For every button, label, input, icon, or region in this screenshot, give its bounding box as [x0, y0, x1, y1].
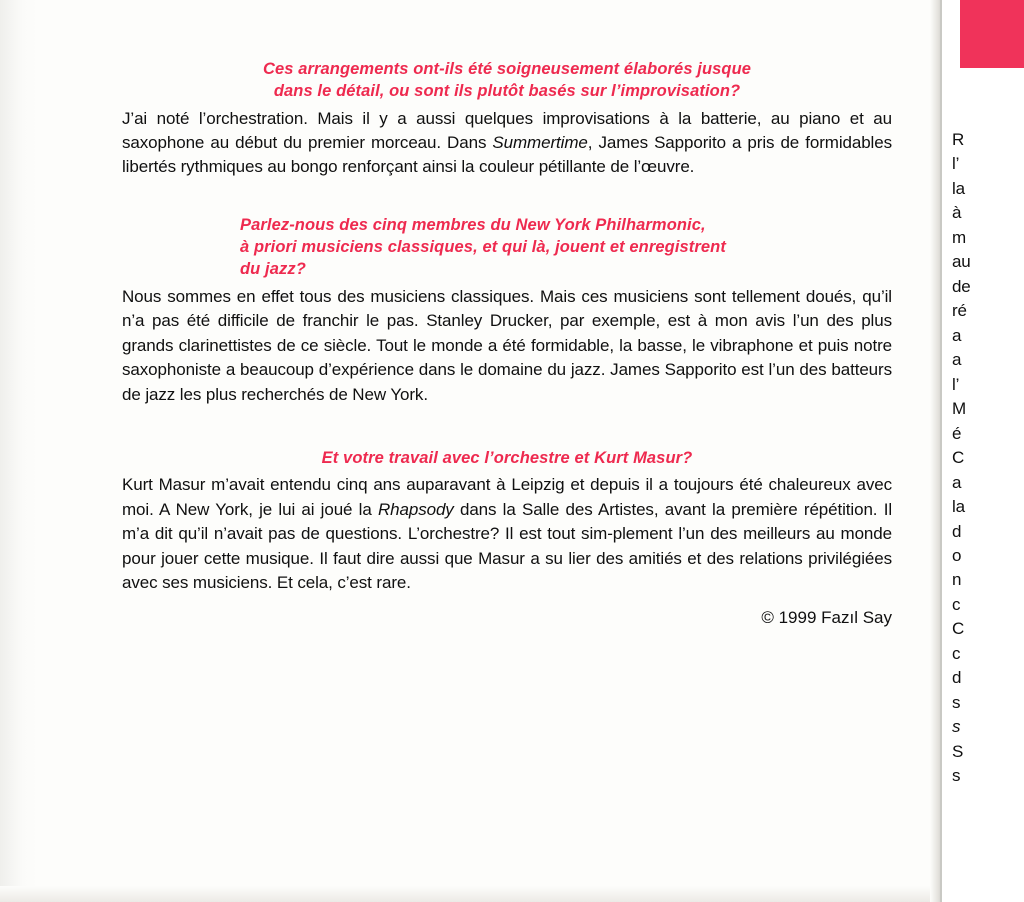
question-heading-1 — [122, 58, 892, 103]
clipped-text-line: d — [952, 521, 962, 541]
clipped-text-line: a — [952, 325, 962, 345]
clipped-text-line: c — [952, 643, 961, 663]
clipped-text-line: l’ — [952, 374, 960, 394]
question-line: dans le détail, ou sont ils plutôt basés sur l’improvisation? — [273, 82, 741, 101]
clipped-text-line: au — [952, 252, 971, 272]
clipped-text-line: a — [952, 350, 962, 370]
clipped-text-line: c — [952, 594, 961, 614]
answer-paragraph-2: Nous sommes en effet tous des musiciens classiques. Mais ces musiciens sont tellement doués, qu’il n’a pas été difficile de franchir le pas. Stanley Drucker, par exemple, est à mon avis l’un des plus grands clarinettistes de ce siècle. Tout le monde a été formidable, la basse, le vibraphone et puis notre saxophoniste a beaucoup d’expérience dans le domaine du jazz. James Sapporito est l’un des batteurs de jazz les plus recherchés de New York. — [122, 286, 892, 404]
qa-block-3 — [122, 447, 892, 628]
clipped-text-column — [952, 128, 1024, 789]
clipped-text-line: s — [952, 766, 961, 786]
clipped-text-line: d — [952, 668, 962, 688]
copyright-line: © 1999 Fazıl Say — [761, 607, 892, 627]
clipped-text-line: C — [952, 448, 965, 468]
clipped-text-line: a — [952, 472, 962, 492]
answer-paragraph-3: Kurt Masur m’avait entendu cinq ans auparavant à Leipzig et depuis il a toujours été chaleureux avec moi. A New York, je lui ai joué la Rhapsody dans la Salle des Artistes, avant la première répétition. Il m’a dit qu’il n’avait pas de questions. L’orchestre? Il est tout sim-plement l’un des meilleurs au monde pour jouer cette musique. Il faut dire aussi que Masur a su lier des amitiés et des relations privilégiées avec ses musiciens. Et cela, c’est rare. — [122, 475, 892, 593]
qa-block-2 — [122, 214, 892, 407]
scan-edge-bottom — [0, 886, 1024, 902]
question-line: Et votre travail avec l’orchestre et Kurt Masur? — [321, 449, 693, 468]
clipped-text-line: n — [952, 570, 962, 590]
question-line: du jazz? — [240, 260, 306, 279]
clipped-text-line: o — [952, 545, 962, 565]
red-color-block — [960, 0, 1024, 68]
clipped-text-line: C — [952, 619, 965, 639]
question-line: à priori musiciens classiques, et qui là, jouent et enregistrent — [240, 238, 726, 257]
next-page-partial-column — [940, 0, 1024, 902]
scan-edge-left — [0, 0, 38, 902]
clipped-text-line: la — [952, 178, 965, 198]
clipped-text-line: la — [952, 497, 965, 517]
qa-block-1 — [122, 58, 892, 180]
clipped-text-line: ré — [952, 301, 967, 321]
clipped-text-line: m — [952, 227, 966, 247]
clipped-text-line: de — [952, 276, 971, 296]
clipped-text-line: S — [952, 741, 964, 761]
clipped-text-line: M — [952, 399, 966, 419]
clipped-text-line: s — [952, 717, 961, 737]
clipped-text-line: é — [952, 423, 962, 443]
clipped-text-line: à — [952, 203, 962, 223]
question-line: Parlez-nous des cinq membres du New York Philharmonic, — [240, 215, 706, 234]
question-heading-2 — [122, 214, 892, 281]
question-line: Ces arrangements ont-ils été soigneusement élaborés jusque — [262, 60, 752, 78]
clipped-text-line: R — [952, 130, 965, 149]
question-heading-3 — [122, 447, 892, 469]
main-text-column — [122, 58, 892, 654]
clipped-text-line: s — [952, 692, 961, 712]
clipped-text-line: l’ — [952, 154, 960, 174]
answer-paragraph-1: J’ai noté l’orchestration. Mais il y a aussi quelques improvisations à la batterie, au piano et au saxophone au début du premier morceau. Dans Summertime, James Sapporito a pris de formidables libertés rythmiques au bongo renforçant ainsi la couleur pétillante de l’œuvre. — [122, 108, 892, 177]
